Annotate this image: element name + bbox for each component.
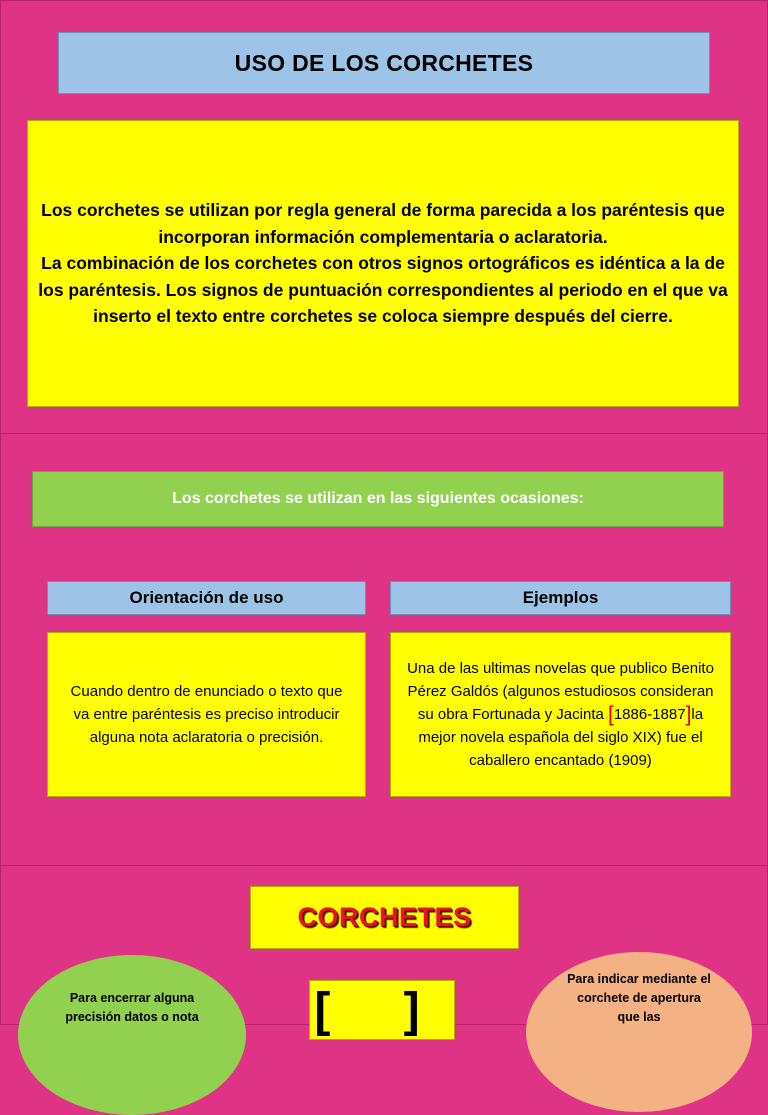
close-bracket-mark: ] [685, 703, 692, 726]
corchetes-title-text: CORCHETES [297, 902, 472, 932]
examples-header [390, 581, 731, 615]
examples-header-text: Ejemplos [522, 588, 599, 607]
left-circle [18, 955, 246, 1115]
open-bracket-mark: [ [608, 703, 614, 726]
page-title-text: USO DE LOS CORCHETES [234, 49, 534, 76]
bracket-symbols-box [309, 980, 455, 1040]
intro-text: Los corchetes se utilizan por regla general de forma parecida a los paréntesis que incorporan información complementaria o aclaratoria. La combinación de los corchetes con otros signos ortográficos es idéntica a la de los paréntesis. Los signos de puntuación correspondientes al periodo en el que va inserto el texto entre corchetes se coloca siempre después del cierre. [38, 200, 728, 327]
corchetes-title [250, 886, 519, 949]
example-text-before: Una de las ultimas novelas que publico Benito Pérez Galdós (algunos estudiosos consideran su obra Fortunada y Jacinta [407, 660, 714, 723]
occasions-heading [32, 471, 724, 527]
example-text-after: la mejor novela española del siglo XIX) fue el caballero encantado (1909) [418, 706, 704, 769]
occasions-heading-text: Los corchetes se utilizan en las siguientes ocasiones: [172, 490, 584, 507]
left-circle-text: Para encerrar alguna precisión datos o nota [65, 991, 199, 1024]
right-circle [526, 952, 752, 1112]
example-years: 1886-1887 [613, 706, 686, 723]
usage-orientation-header [47, 581, 366, 615]
example-text [401, 657, 720, 772]
bracket-symbols: [ ] [314, 984, 450, 1037]
usage-orientation-header-text: Orientación de uso [129, 588, 284, 607]
right-circle-text: Para indicar mediante el corchete de apertura que las [567, 972, 711, 1024]
intro-box [27, 120, 739, 407]
usage-orientation-box [47, 632, 366, 797]
page-title [58, 32, 710, 94]
example-box [390, 632, 731, 797]
usage-orientation-text: Cuando dentro de enunciado o texto que va entre paréntesis es preciso introducir alguna nota aclaratoria o precisión. [70, 683, 343, 746]
